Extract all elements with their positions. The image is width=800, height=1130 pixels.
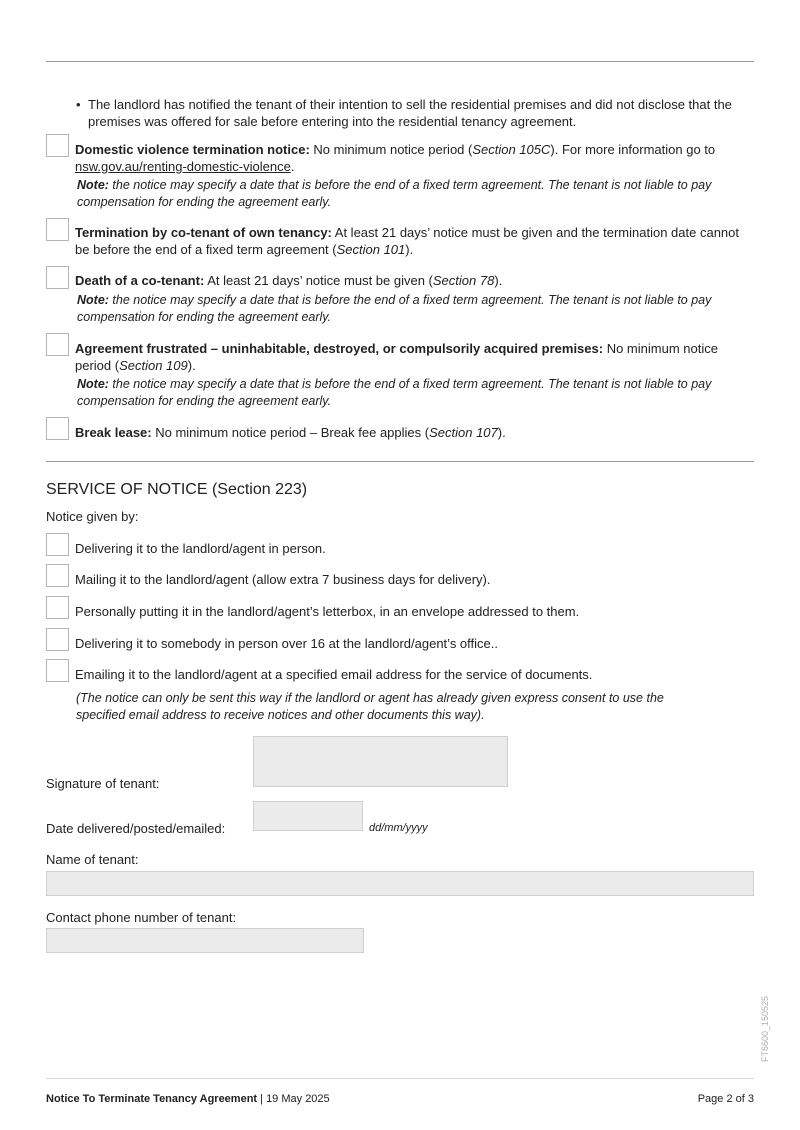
service-heading: SERVICE OF NOTICE (Section 223) <box>46 481 308 498</box>
date-field[interactable] <box>253 801 363 831</box>
note-domestic-violence: Note: the notice may specify a date that is before the end of a fixed term agreement. The tenant is not liable to pay compensation for ending the agreement early. <box>77 178 712 209</box>
option-death-co-tenant: Death of a co-tenant: At least 21 days’ notice must be given (Section 78). <box>75 273 503 288</box>
phone-field[interactable] <box>46 928 364 953</box>
signature-label: Signature of tenant: <box>46 776 160 791</box>
note-death-co-tenant: Note: the notice may specify a date that is before the end of a fixed term agreement. The tenant is not liable to pay compensation for ending the agreement early. <box>77 293 712 324</box>
service-method-mail: Mailing it to the landlord/agent (allow extra 7 business days for delivery). <box>75 572 491 587</box>
date-format-hint: dd/mm/yyyy <box>369 822 428 834</box>
bullet-item-sale <box>76 96 746 130</box>
option-domestic-violence: Domestic violence termination notice: No minimum notice period (Section 105C). For more information go to nsw.gov.au/renting-domestic-violence. <box>75 142 716 174</box>
checkbox-service-letterbox[interactable] <box>46 596 69 619</box>
checkbox-service-email[interactable] <box>46 659 69 682</box>
top-divider <box>46 61 754 62</box>
checkbox-co-tenant[interactable] <box>46 218 69 241</box>
option-break-lease: Break lease: No minimum notice period – Break fee applies (Section 107). <box>75 425 506 440</box>
bullet-text: The landlord has notified the tenant of their intention to sell the residential premises and did not disclose that the premises was offered for sale before entering into the residential tenancy agreement. <box>88 97 732 129</box>
signature-field[interactable] <box>253 736 508 787</box>
dv-info-link[interactable]: nsw.gov.au/renting-domestic-violence <box>75 159 291 174</box>
option-co-tenant: Termination by co-tenant of own tenancy: At least 21 days’ notice must be given and the termination date cannot be before the end of a fixed term agreement (Section 101). <box>75 225 739 257</box>
checkbox-domestic-violence[interactable] <box>46 134 69 157</box>
footer-date: | 19 May 2025 <box>257 1093 330 1105</box>
name-field[interactable] <box>46 871 754 896</box>
note-agreement-frustrated: Note: the notice may specify a date that is before the end of a fixed term agreement. The tenant is not liable to pay compensation for ending the agreement early. <box>77 377 712 408</box>
checkbox-service-mail[interactable] <box>46 564 69 587</box>
option-title: Domestic violence termination notice: <box>75 142 310 157</box>
service-method-office: Delivering it to somebody in person over 16 at the landlord/agent’s office.. <box>75 636 498 651</box>
footer-doc-title: Notice To Terminate Tenancy Agreement <box>46 1093 258 1105</box>
option-agreement-frustrated: Agreement frustrated – uninhabitable, destroyed, or compulsorily acquired premises: No minimum notice period (Section 109). <box>75 341 718 373</box>
bullet-dot: • <box>76 97 81 112</box>
form-code: FT6600_150525 <box>760 995 770 1062</box>
section-divider <box>46 461 754 462</box>
checkbox-service-in-person[interactable] <box>46 533 69 556</box>
email-consent-note: (The notice can only be sent this way if the landlord or agent has already given express consent to use the specified email address to receive notices and other documents this way). <box>76 691 664 722</box>
service-method-in-person: Delivering it to the landlord/agent in person. <box>75 541 326 556</box>
name-label: Name of tenant: <box>46 852 139 867</box>
date-label: Date delivered/posted/emailed: <box>46 821 226 836</box>
service-method-letterbox: Personally putting it in the landlord/agent’s letterbox, in an envelope addressed to them. <box>75 604 580 619</box>
service-method-email: Emailing it to the landlord/agent at a specified email address for the service of documents. <box>75 667 593 682</box>
footer-divider <box>46 1078 754 1079</box>
checkbox-death-co-tenant[interactable] <box>46 266 69 289</box>
checkbox-agreement-frustrated[interactable] <box>46 333 69 356</box>
checkbox-break-lease[interactable] <box>46 417 69 440</box>
phone-label: Contact phone number of tenant: <box>46 910 237 925</box>
checkbox-service-office[interactable] <box>46 628 69 651</box>
page-number: Page 2 of 3 <box>697 1093 754 1105</box>
notice-given-by-label: Notice given by: <box>46 509 139 524</box>
footer-doc-info <box>46 1093 330 1105</box>
